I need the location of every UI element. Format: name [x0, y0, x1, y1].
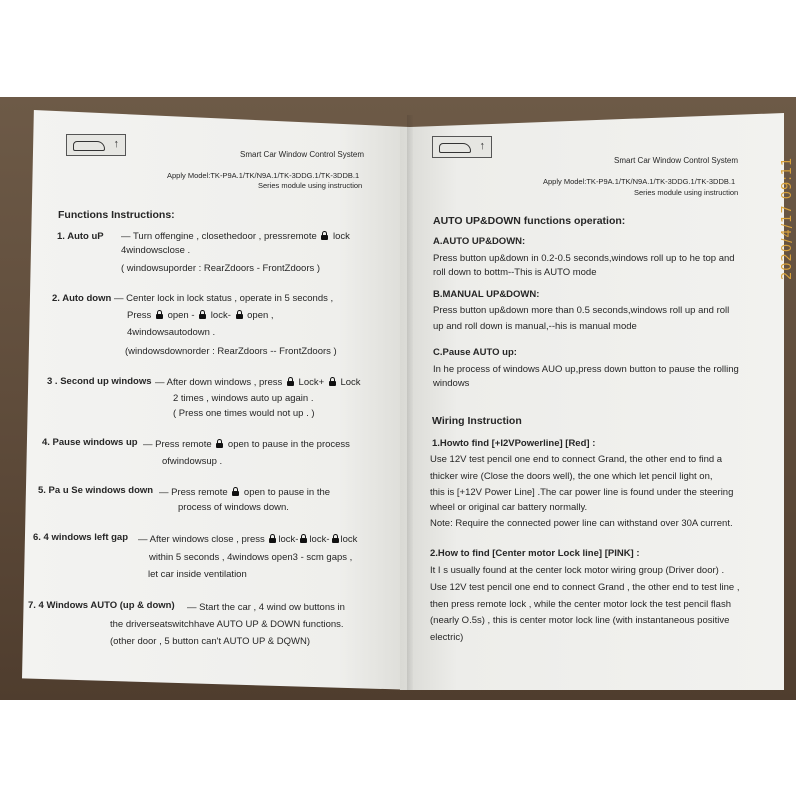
- unlock-icon: [232, 487, 239, 496]
- brand-logo-left: [66, 134, 126, 156]
- unlock-icon: [216, 439, 223, 448]
- section-a-line2: roll down to bottm--This is AUTO mode: [433, 267, 597, 278]
- wiring2-line1: It I s usually found at the center lock motor wiring group (Driver door) .: [430, 565, 725, 576]
- item7-line2: the driverseatswitchhave AUTO UP & DOWN functions.: [110, 619, 344, 630]
- auto-updown-heading: AUTO UP&DOWN functions operation:: [433, 215, 626, 227]
- wiring1-line5: Note: Require the connected power line can withstand over 30A current.: [430, 518, 733, 529]
- wiring2-line4: (nearly O.5s) , this is center motor lock line (with instantaneous positive: [430, 615, 730, 626]
- section-b-title: B.MANUAL UP&DOWN:: [433, 289, 540, 300]
- item7-title: 7. 4 Windows AUTO (up & down): [28, 600, 175, 611]
- item2-title: 2. Auto down: [52, 293, 112, 304]
- lock-icon: [269, 534, 276, 543]
- system-title-right: Smart Car Window Control System: [614, 156, 739, 165]
- wiring2-line3: then press remote lock , while the center motor lock the test pencil flash: [430, 599, 731, 610]
- wiring2-title: 2.How to find [Center motor Lock line] [PINK] :: [430, 548, 640, 559]
- item6-line3: let car inside ventilation: [148, 569, 247, 580]
- item2-line2: Press open - lock- open ,: [127, 310, 274, 321]
- item1-title: 1. Auto uP: [57, 231, 104, 242]
- item4-line2: ofwindowsup .: [162, 456, 223, 467]
- series-right: Series module using instruction: [634, 188, 739, 197]
- section-c-line2: windows: [433, 378, 470, 389]
- lock-icon: [329, 377, 336, 386]
- section-a-title: A.AUTO UP&DOWN:: [433, 236, 526, 247]
- section-c-title: C.Pause AUTO up:: [433, 347, 517, 358]
- arrow-up-icon: ↑: [479, 140, 485, 152]
- item5-title: 5. Pa u Se windows down: [38, 485, 154, 496]
- item3-line3: ( Press one times would not up . ): [173, 408, 315, 419]
- background-top: [0, 0, 796, 97]
- apply-model-left: Apply Model:TK-P9A.1/TK/N9A.1/TK-3DDG.1/TK-3DDB.1: [167, 171, 360, 180]
- section-b-line1: Press button up&down more than 0.5 seconds,windows roll up and roll: [433, 305, 730, 316]
- background-bottom: [0, 700, 796, 796]
- apply-model-right: Apply Model:TK-P9A.1/TK/N9A.1/TK-3DDG.1/TK-3DDB.1: [543, 177, 736, 186]
- wiring1-line1: Use 12V test pencil one end to connect Grand, the other end to find a: [430, 454, 723, 465]
- brand-logo-right: [432, 136, 492, 158]
- section-b-line2: up and roll down is manual,--his is manual mode: [433, 321, 637, 332]
- item4-title: 4. Pause windows up: [42, 437, 138, 448]
- wiring1-line2: thicker wire (Close the doors well), the one which let pencil light on,: [430, 471, 713, 482]
- system-title-left: Smart Car Window Control System: [240, 150, 365, 159]
- unlock-icon: [156, 310, 163, 319]
- item5-line2: process of windows down.: [178, 502, 289, 513]
- lock-icon: [199, 310, 206, 319]
- section-c-line1: In he process of windows AUO up,press down button to pause the rolling: [433, 364, 739, 375]
- item2-line1: — Center lock in lock status , operate in 5 seconds ,: [114, 293, 334, 304]
- wiring1-line3: this is [+12V Power Line] .The car power line is found under the steering: [430, 487, 734, 498]
- item6-title: 6. 4 windows left gap: [33, 532, 129, 543]
- wiring2-line2: Use 12V test pencil one end to connect Grand , the other end to test line ,: [430, 582, 740, 593]
- lock-icon: [287, 377, 294, 386]
- item7-line3: (other door , 5 button can't AUTO UP & DQWN): [110, 636, 310, 647]
- item1-line1: — Turn offengine , closethedoor , pressremote lock: [121, 231, 350, 242]
- car-icon: [73, 141, 105, 151]
- item7-line1: — Start the car , 4 wind ow buttons in: [187, 602, 345, 613]
- functions-heading: Functions Instructions:: [58, 209, 175, 221]
- book-spine: [407, 115, 413, 690]
- timestamp-watermark: 2020/4/17 09:11: [780, 156, 795, 280]
- lock-icon: [321, 231, 328, 240]
- item6-line1: — After windows close , press lock- lock- lock: [138, 534, 358, 545]
- section-a-line1: Press button up&down in 0.2-0.5 seconds,windows roll up to he top and: [433, 253, 735, 264]
- wiring-heading: Wiring Instruction: [432, 415, 522, 427]
- item3-line1: — After down windows , press Lock+ Lock: [155, 377, 361, 388]
- item2-line4: (windowsdownorder : RearZdoors -- FrontZdoors ): [125, 346, 337, 357]
- unlock-icon: [236, 310, 243, 319]
- wiring1-title: 1.Howto find [+I2VPowerline] [Red] :: [432, 438, 596, 449]
- wiring1-line4: wheel or original car battery normally.: [430, 502, 588, 513]
- lock-icon: [332, 534, 339, 543]
- item1-line2: 4windowsclose .: [121, 245, 191, 256]
- wiring2-line5: electric): [430, 632, 464, 643]
- item6-line2: within 5 seconds , 4windows open3 - scm gaps ,: [149, 552, 353, 563]
- item3-title: 3 . Second up windows: [47, 376, 152, 387]
- arrow-up-icon: ↑: [113, 138, 119, 150]
- item1-line3: ( windowsuporder : RearZdoors - FrontZdoors ): [121, 263, 321, 274]
- item2-line3: 4windowsautodown .: [127, 327, 216, 338]
- item3-line2: 2 times , windows auto up again .: [173, 393, 314, 404]
- car-icon: [439, 143, 471, 153]
- series-left: Series module using instruction: [258, 181, 363, 190]
- item4-line1: — Press remote open to pause in the process: [143, 439, 350, 450]
- lock-icon: [300, 534, 307, 543]
- item5-line1: — Press remote open to pause in the: [159, 487, 331, 498]
